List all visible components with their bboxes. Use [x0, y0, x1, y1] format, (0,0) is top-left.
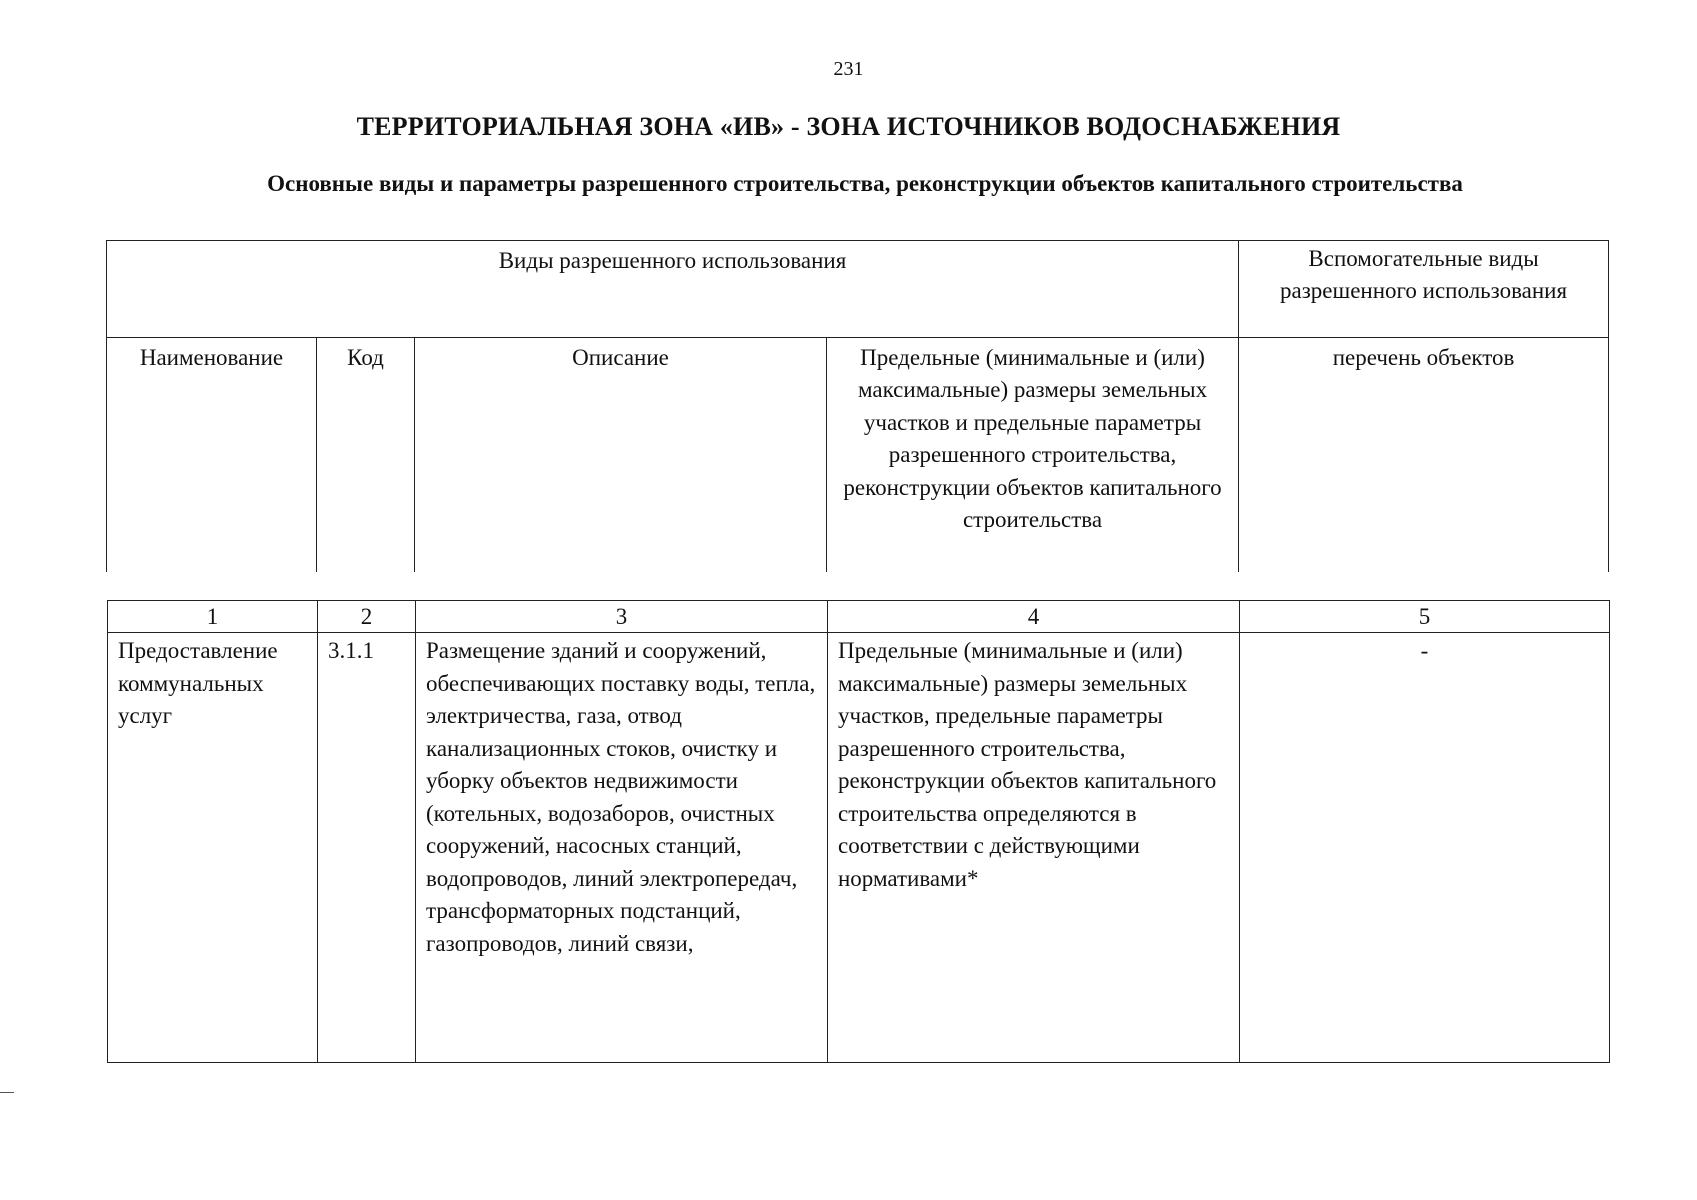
cell-name: Предоставление коммунальных услуг [108, 633, 318, 1063]
cell-code: 3.1.1 [318, 633, 416, 1063]
page-number: 231 [833, 58, 864, 80]
data-table [107, 600, 1610, 1063]
aux-group-header: Вспомогательные виды разрешенного использования [1239, 241, 1609, 338]
column-header-name: Наименование [107, 338, 317, 573]
column-number: 2 [318, 601, 416, 633]
header-table [106, 240, 1609, 572]
section-subtitle: Основные виды и параметры разрешенного строительства, реконструкции объектов капитального строительства [267, 171, 1463, 196]
column-number: 1 [108, 601, 318, 633]
column-header-aux: перечень объектов [1239, 338, 1609, 573]
cell-params: Предельные (минимальные и (или) максимальные) размеры земельных участков, предельные параметры разрешенного строительства, реконструкции объектов капитального строительства определяются в соответствии с действующими нормативами* [828, 633, 1240, 1063]
column-number: 4 [828, 601, 1240, 633]
main-group-header: Виды разрешенного использования [107, 241, 1239, 338]
column-number: 3 [416, 601, 828, 633]
scan-edge-mark [0, 1092, 14, 1093]
column-header-params: Предельные (минимальные и (или) максимальные) размеры земельных участков и предельные параметры разрешенного строительства, реконструкции объектов капитального строительства [827, 338, 1239, 573]
column-number-row [108, 601, 1610, 633]
table-row [108, 633, 1610, 1063]
cell-aux: - [1240, 633, 1610, 1063]
column-number: 5 [1240, 601, 1610, 633]
zone-title: ТЕРРИТОРИАЛЬНАЯ ЗОНА «ИВ» - ЗОНА ИСТОЧНИКОВ ВОДОСНАБЖЕНИЯ [356, 112, 1341, 141]
column-header-description: Описание [415, 338, 827, 573]
column-header-code: Код [317, 338, 415, 573]
cell-description: Размещение зданий и сооружений, обеспечивающих поставку воды, тепла, электричества, газа, отвод канализационных стоков, очистку и уборку объектов недвижимости (котельных, водозаборов, очистных сооружений, насосных станций, водопроводов, линий электропередач, трансформаторных подстанций, газопроводов, линий связи, [416, 633, 828, 1063]
